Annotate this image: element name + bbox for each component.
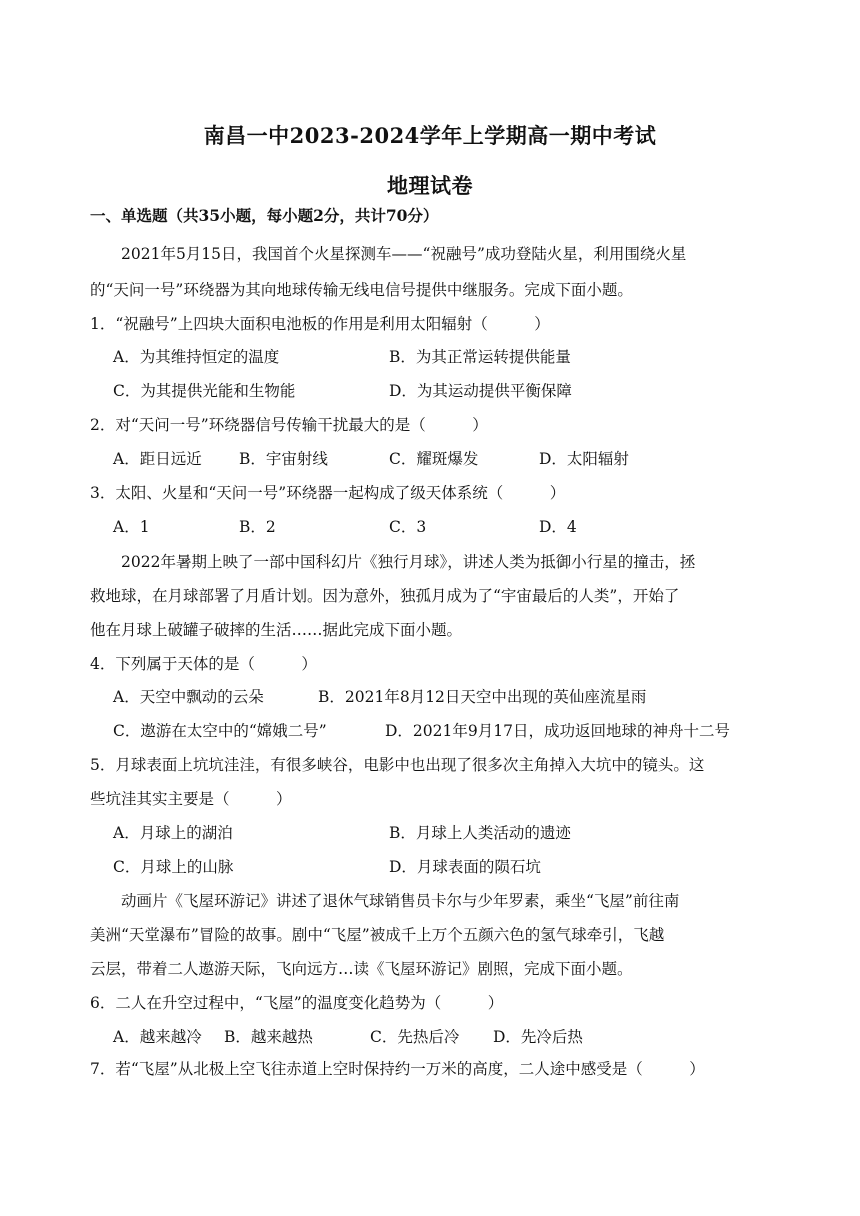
question-3-option-c: C．3 — [389, 518, 427, 536]
question-1-stem: 1．“祝融号”上四块大面积电池板的作用是利用太阳辐射（ ） — [90, 315, 550, 333]
passage-2-line-1: 2022年暑期上映了一部中国科幻片《独行月球》，讲述人类为抵御小行星的撞击，拯 — [121, 553, 696, 571]
question-3-option-a: A．1 — [113, 518, 150, 536]
passage-2-line-3: 他在月球上破罐子破摔的生活……据此完成下面小题。 — [90, 621, 463, 639]
question-4-option-a: A．天空中飘动的云朵 — [113, 688, 264, 706]
question-2-option-d: D．太阳辐射 — [539, 450, 629, 468]
question-2-stem: 2．对“天问一号”环绕器信号传输干扰最大的是（ ） — [90, 416, 488, 434]
passage-2-line-2: 救地球，在月球部署了月盾计划。因为意外，独孤月成为了“宇宙最后的人类”，开始了 — [90, 587, 680, 605]
passage-3-line-2: 美洲“天堂瀑布”冒险的故事。剧中“飞屋”被成千上万个五颜六色的氢气球牵引，飞越 — [90, 926, 665, 944]
page-subtitle: 地理试卷 — [387, 173, 473, 198]
question-5-stem-line-1: 5．月球表面上坑坑洼洼，有很多峡谷，电影中也出现了很多次主角掉入大坑中的镜头。这 — [90, 756, 705, 774]
question-3-option-d: D．4 — [539, 518, 577, 536]
question-2-option-c: C．耀斑爆发 — [389, 450, 479, 468]
question-5-option-d: D．月球表面的陨石坑 — [389, 858, 541, 876]
question-1-option-b: B．为其正常运转提供能量 — [389, 348, 571, 366]
question-5-option-b: B．月球上人类活动的遗迹 — [389, 824, 571, 842]
question-2-option-a: A．距日远近 — [113, 450, 202, 468]
question-6-stem: 6．二人在升空过程中，“飞屋”的温度变化趋势为（ ） — [90, 994, 504, 1012]
question-6-option-c: C．先热后冷 — [370, 1028, 460, 1046]
section-heading: 一、单选题（共35小题，每小题2分，共计70分） — [90, 206, 439, 225]
question-1-option-c: C．为其提供光能和生物能 — [113, 382, 296, 400]
question-3-stem: 3．太阳、火星和“天问一号”环绕器一起构成了级天体系统（ ） — [90, 484, 566, 502]
passage-3-line-1: 动画片《飞屋环游记》讲述了退休气球销售员卡尔与少年罗素，乘坐“飞屋”前往南 — [121, 892, 680, 910]
question-5-option-c: C．月球上的山脉 — [113, 858, 234, 876]
question-6-option-d: D．先冷后热 — [493, 1028, 583, 1046]
question-5-stem-line-2: 些坑洼其实主要是（ ） — [90, 790, 292, 808]
passage-1-line-1: 2021年5月15日，我国首个火星探测车——“祝融号”成功登陆火星，利用围绕火星 — [121, 245, 687, 263]
question-5-option-a: A．月球上的湖泊 — [113, 824, 233, 842]
question-7-stem: 7．若“飞屋”从北极上空飞往赤道上空时保持约一万米的高度，二人途中感受是（ ） — [90, 1060, 705, 1078]
question-1-option-a: A．为其维持恒定的温度 — [113, 348, 280, 366]
question-6-option-b: B．越来越热 — [224, 1028, 313, 1046]
question-3-option-b: B．2 — [239, 518, 276, 536]
question-4-stem: 4．下列属于天体的是（ ） — [90, 655, 317, 673]
question-6-option-a: A．越来越冷 — [113, 1028, 202, 1046]
passage-1-line-2: 的“天问一号”环绕器为其向地球传输无线电信号提供中继服务。完成下面小题。 — [90, 281, 633, 299]
question-4-option-c: C．遨游在太空中的“嫦娥二号” — [113, 722, 327, 740]
passage-3-line-3: 云层，带着二人遨游天际，飞向远方…读《飞屋环游记》剧照，完成下面小题。 — [90, 960, 633, 978]
question-4-option-b: B．2021年8月12日天空中出现的英仙座流星雨 — [318, 688, 647, 706]
question-1-option-d: D．为其运动提供平衡保障 — [389, 382, 572, 400]
page-title: 南昌一中2023-2024学年上学期高一期中考试 — [203, 123, 657, 148]
question-2-option-b: B．宇宙射线 — [239, 450, 328, 468]
question-4-option-d: D．2021年9月17日，成功返回地球的神舟十二号 — [385, 722, 730, 740]
